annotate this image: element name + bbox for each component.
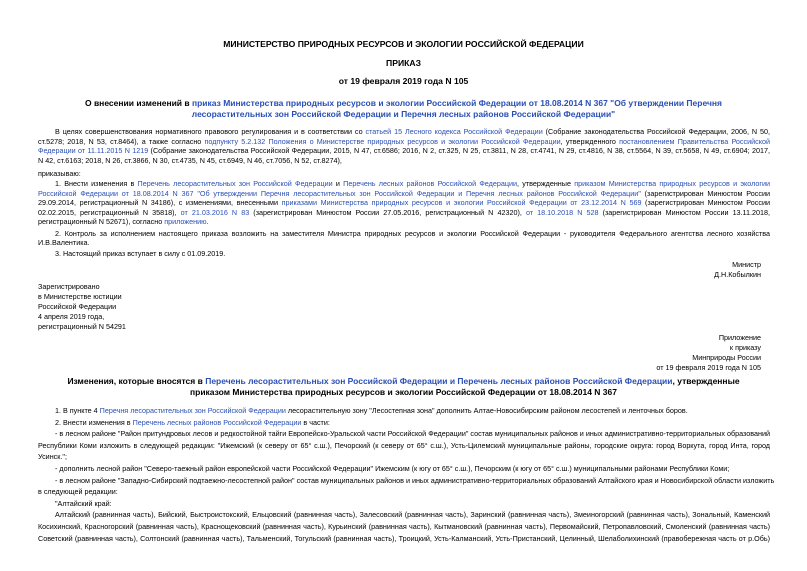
changes-line	[38, 522, 770, 531]
text-run: - в лесном районе "Район притундровых лесов и редкостойной тайги Европейско-Уральской части Российской Федерации" состав муниципальных районов и иных административно-территориальных образований	[55, 429, 770, 439]
preamble-line	[38, 156, 342, 165]
text-run: 02.02.2015, регистрационный N 35818),	[38, 207, 181, 217]
text-run: - в лесном районе "Западно-Сибирский подтаежно-лесостепной район" состав муниципальных районов и иных административно-территориальных образований Алтайского края и Новосибирской области изложить	[55, 475, 775, 485]
appendix-line: Минприроды России	[692, 353, 761, 362]
order-title-link-cont[interactable]: лесорастительных зон Российской Федерации и Перечня лесных районов Российской Федерации"	[191, 109, 616, 119]
order-title-link[interactable]: приказ Министерства природных ресурсов и экологии Российской Федерации от 18.08.2014 N 367 "Об утверждении Перечня	[191, 98, 723, 108]
text-run: (зарегистрирован Минюстом России 27.05.2016, регистрационный N 42320),	[249, 207, 526, 217]
text-run: 1. Внести изменения в	[55, 179, 138, 188]
text-run: лесорастительную зону "Лесостепная зона" дополнить Алтае-Новосибирским районом лесостепей и ленточных боров.	[285, 406, 688, 415]
text-run: N 42, ст.6163; 2018, N 26, ст.3866, N 30, ст.4735, N 45, ст.6949, N 46, ст.7056, N 52, ст.8274),	[38, 155, 342, 165]
changes-title-link[interactable]: Перечень лесорастительных зон Российской Федерации и Перечень лесных районов Российской Федерации	[205, 376, 673, 386]
registration-line: Зарегистрировано	[38, 282, 100, 291]
text-run: Республики Коми изложить в следующей редакции: "Ижемский (к северу от 65° с.ш.), Печорский (к северу от 65° с.ш.), Усть-Цилемский муниципальные районы, городские округа: город Воркута, город Инта, город	[38, 440, 770, 450]
text-run: 29.09.2014, регистрационный N 34186), с изменениями, внесенными	[38, 198, 282, 207]
text-run: "Алтайский край:	[55, 498, 112, 508]
signature-position: Министр	[732, 260, 761, 269]
text-run: Советский (равнинная часть), Солтонский (равнинная часть), Тальменский, Тогульский (равнинная часть), Троицкий, Усть-Калманский, Усть-Пристанский, Целинный, Шелаболихинский (правобережная часть от р.Обь)	[38, 533, 770, 543]
changes-line	[38, 534, 770, 543]
doc-link[interactable]: от 21.03.2016 N 83	[180, 207, 250, 217]
text-run: Усинск.";	[38, 452, 67, 462]
ministry-header: МИНИСТЕРСТВО ПРИРОДНЫХ РЕСУРСОВ И ЭКОЛОГИИ РОССИЙСКОЙ ФЕДЕРАЦИИ	[223, 39, 584, 49]
doc-link[interactable]: Перечня лесорастительных зон Российской Федерации	[99, 406, 286, 415]
text-run: (Собрание законодательства Российской Федерации, 2006, N 50,	[542, 127, 770, 136]
doc-link[interactable]: Перечень лесных районов Российской Федерации	[343, 179, 517, 188]
doc-link[interactable]: Российской Федерации от 18.08.2014 N 367 "Об утверждении Перечня лесорастительных зон Российской Федерации и Перечня лесных районов Российской Федерации"	[38, 188, 641, 198]
text-run: в следующей редакции:	[38, 487, 118, 497]
changes-line	[38, 487, 118, 496]
doc-link[interactable]: постановлением Правительства Российской	[619, 136, 770, 146]
text-run: (зарегистрирован Минюстом России 13.11.2018,	[598, 207, 770, 217]
text-run: в части:	[301, 417, 330, 427]
text-run: (зарегистрирован Минюстом России	[640, 188, 770, 198]
appendix-line: Приложение	[718, 333, 761, 342]
doc-link[interactable]: приложению	[164, 217, 207, 226]
text-run: (Собрание законодательства Российской Федерации, 2015, N 47, ст.6586; 2016, N 2, ст.325, N 25, ст.3811, N 28, ст.4741, N 29, ст.4816, N 38, ст.5564, N 39, ст.5658, N 49, ст.6904; 2017,	[148, 146, 770, 155]
registration-line: в Министерстве юстиции	[38, 292, 122, 301]
registration-line: Российской Федерации	[38, 302, 117, 311]
changes-line	[38, 452, 67, 461]
text-run: Косихинский, Красногорский (равнинная часть), Краснощековский (равнинная часть), Курьинский (равнинная часть), Кытмановский (равнинная часть), Первомайский, Петропавловский, Смоленский (равнинная часть)	[38, 522, 770, 531]
changes-line	[55, 510, 770, 519]
changes-line	[55, 429, 770, 438]
text-run: .	[206, 217, 209, 226]
text-run: Алтайский (равнинная часть), Бийский, Быстроистокский, Ельцовский (равнинная часть), Залесовский (равнинная часть), Заринский (равнинная часть), Змеиногорский (равнинная часть), Зональный, Каменский	[55, 510, 770, 520]
text-run: 1. В пункте 4	[55, 406, 100, 415]
changes-line	[55, 499, 112, 508]
item-2-line2: И.В.Валентика.	[38, 238, 90, 247]
changes-line	[55, 406, 688, 415]
preamble-line	[38, 146, 770, 155]
signature-name: Д.Н.Кобылкин	[714, 270, 761, 279]
item-1-line	[55, 179, 770, 188]
text-run: , утвержденные	[516, 179, 575, 188]
text-run: 2. Внести изменения в	[55, 417, 133, 427]
doc-link[interactable]: Федерации от 11.11.2015 N 1219	[38, 146, 149, 155]
changes-line	[55, 418, 330, 427]
item-1-line	[38, 217, 208, 226]
doc-link[interactable]: Перечень лесорастительных зон Российской Федерации	[137, 179, 333, 188]
text-run: ст.5278; 2018, N 53, ст.8464), а также согласно	[38, 136, 205, 146]
item-3: 3. Настоящий приказ вступает в силу с 01.09.2019.	[55, 249, 226, 258]
text-run: - дополнить лесной район "Северо-таежный район европейской части Российской Федерации" Ижемским (к югу от 65° с.ш.), Печорским (к югу от 65° с.ш.) муниципальными районами Республики Коми;	[55, 464, 730, 473]
preamble-line	[55, 127, 770, 136]
doc-link[interactable]: подпункту 5.2.132 Положения о Министерстве природных ресурсов и экологии Российской Федерации	[204, 136, 561, 146]
text-run: (зарегистрирован Минюстом России	[641, 198, 770, 207]
order-title-line2	[0, 109, 807, 119]
appendix-line: к приказу	[729, 343, 761, 352]
doc-date-number: от 19 февраля 2019 года N 105	[338, 76, 469, 86]
preamble-line	[38, 137, 770, 146]
item-2-line1: 2. Контроль за исполнением настоящего приказа возложить на заместителя Министра природных ресурсов и экологии Российской Федерации - руководителя Федерального агентства лесного хозяйства	[55, 229, 770, 238]
doc-type: ПРИКАЗ	[386, 58, 421, 68]
registration-line: 4 апреля 2019 года,	[38, 312, 105, 321]
text-run: и	[332, 179, 344, 188]
text-run: регистрационный N 52671), согласно	[38, 217, 165, 226]
registration-line: регистрационный N 54291	[38, 322, 126, 331]
appendix-line: от 19 февраля 2019 года N 105	[656, 363, 761, 372]
order-word: приказываю:	[38, 169, 81, 178]
item-1-line	[38, 198, 770, 207]
doc-link[interactable]: приказами Министерства природных ресурсов и экологии Российской Федерации от 23.12.2014 N 569	[281, 198, 642, 207]
order-title-line1: О внесении изменений в приказ Министерства природных ресурсов и экологии Российской Федерации от 18.08.2014 N 367 "Об утверждении Перечня	[84, 98, 723, 108]
doc-link[interactable]: статьей 15 Лесного кодекса Российской Федерации	[365, 127, 543, 136]
doc-link[interactable]: приказом Министерства природных ресурсов и экологии	[574, 179, 771, 188]
text-run: , утвержденного	[560, 136, 620, 146]
changes-title-line2: приказом Министерства природных ресурсов и экологии Российской Федерации от 18.08.2014 N 367	[190, 387, 617, 397]
changes-title-line1: Изменения, которые вносятся в Перечень лесорастительных зон Российской Федерации и Перечень лесных районов Российской Федерации, утвержденные	[67, 376, 740, 386]
item-1-line	[38, 208, 770, 217]
changes-line	[55, 464, 729, 473]
item-1-line	[38, 189, 770, 198]
changes-line	[38, 441, 770, 450]
changes-line	[55, 475, 775, 485]
doc-link[interactable]: Перечень лесных районов Российской Федерации	[132, 417, 302, 427]
doc-link[interactable]: от 18.10.2018 N 528	[525, 207, 599, 217]
text-run: В целях совершенствования нормативного правового регулирования и в соответствии со	[55, 127, 366, 136]
